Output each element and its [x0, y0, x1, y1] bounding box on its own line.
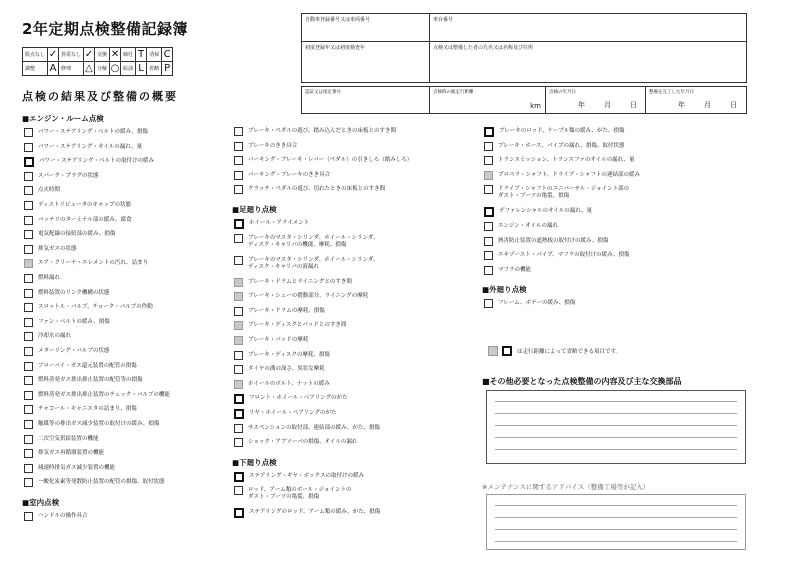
checkbox[interactable]	[24, 362, 33, 371]
date-month: 月	[604, 101, 611, 109]
checklist-item[interactable]	[24, 201, 131, 210]
checklist-item-label: エア・クリーナ・エレメントの汚れ、詰まり	[38, 260, 149, 267]
checklist-item[interactable]	[24, 512, 88, 521]
checklist-item-label: ステアリング・ギヤ・ボックスの取付けの緩み	[249, 472, 365, 479]
checklist-item[interactable]	[24, 303, 153, 312]
checklist-item[interactable]	[24, 362, 137, 371]
chassis-cell[interactable]	[430, 14, 746, 42]
checkbox[interactable]	[484, 185, 493, 194]
legend-symbol: T	[136, 48, 147, 62]
checklist-item-label: 触媒等の排出ガス減少装置の取付けの緩み、損傷	[38, 421, 160, 427]
checklist-item[interactable]	[24, 478, 165, 487]
checklist-item[interactable]	[234, 472, 364, 482]
checklist-item-label: パーキング・ブレーキのきき具合	[248, 171, 331, 178]
checklist-item[interactable]	[24, 157, 154, 167]
checkbox[interactable]	[24, 512, 33, 521]
checkbox[interactable]	[24, 245, 33, 254]
checklist-item-label: ロッド、アーム類のボール・ジョイントの ダスト・ブーツの亀裂、損傷	[248, 487, 352, 501]
checklist-item[interactable]	[234, 351, 330, 360]
checkbox[interactable]	[24, 478, 33, 487]
checklist-item-label: 排気ガス再循環装置の機能	[38, 450, 105, 457]
checklist-item-label: 排気ガスの状態	[38, 245, 77, 252]
checkbox[interactable]	[234, 438, 243, 447]
checklist-item-label: タイヤの溝の深さ、異状な摩耗	[248, 366, 325, 373]
checkbox[interactable]	[234, 336, 243, 345]
checklist-item-label: ディストリビュータのキャップの状態	[38, 202, 132, 208]
checklist-item[interactable]	[24, 289, 109, 298]
checklist-item-label: 点火時期	[38, 187, 61, 194]
checklist-item-label: ブレーキ・シューの摺動部分、ライニングの摩耗	[248, 293, 369, 300]
checklist-item-label: ブレーキ・ドラムとライニングとのすき間	[248, 278, 352, 285]
checklist-item[interactable]	[24, 186, 60, 195]
checkbox[interactable]	[234, 171, 243, 180]
checklist-item-label: エンジン・オイルの漏れ	[498, 223, 558, 229]
legend-symbol: ○	[110, 63, 120, 74]
category-heading: ■足廻り点検	[232, 205, 277, 214]
checklist-item-label: ブローバイ・ガス還元装置の配管の損傷	[38, 362, 137, 369]
checkbox[interactable]	[234, 256, 243, 265]
legend-label: 修理	[59, 62, 84, 76]
legend-label: 脱点なし	[23, 48, 48, 62]
checkbox[interactable]	[484, 171, 493, 180]
checkbox[interactable]	[484, 266, 493, 275]
checklist-item-label: 電気配線の接続部の緩み、損傷	[38, 231, 116, 238]
checklist-item-label: 燃料漏れ	[38, 275, 61, 281]
completion-date-label: 整備を完了した年月日	[649, 90, 694, 95]
checkbox[interactable]	[24, 303, 33, 312]
checklist-item[interactable]	[484, 142, 624, 151]
category-heading: ■室内点検	[22, 498, 60, 507]
legend-label: 締付	[121, 48, 136, 62]
checkbox[interactable]	[24, 464, 33, 473]
checkbox[interactable]	[234, 486, 243, 495]
checklist-item-label: マフラの機能	[498, 266, 532, 273]
checklist-item[interactable]	[24, 259, 148, 268]
parts-notes-area[interactable]	[486, 390, 746, 464]
checklist-item[interactable]	[484, 251, 629, 260]
legend-symbol: ✓	[84, 49, 94, 60]
checkbox[interactable]	[484, 127, 494, 137]
checklist-item-label: 一酸化炭素等発散防止装置の配管の損傷、取付状態	[38, 479, 165, 486]
legend-symbol: L	[136, 62, 147, 76]
cert-number-label: 認証又は指定番号	[305, 90, 341, 95]
checkbox[interactable]	[234, 278, 243, 287]
checklist-item[interactable]	[234, 185, 385, 194]
checklist-item-label: フロント・ホイール・ベアリングのがた	[249, 395, 348, 402]
category-heading: ■外廻り点検	[482, 285, 527, 295]
legend-label: 省略	[147, 62, 162, 76]
checklist-item[interactable]	[484, 266, 531, 275]
checklist-item[interactable]	[234, 365, 325, 374]
checklist-item[interactable]	[234, 292, 368, 301]
date-year: 年	[678, 101, 685, 109]
vehicle-info-box	[301, 13, 747, 83]
checklist-item[interactable]	[24, 230, 115, 239]
checklist-item-label: パワー・ステアリング・ベルトの取付けの緩み	[39, 158, 155, 165]
inspection-date-label: 点検の年月日	[549, 90, 576, 95]
checklist-item[interactable]	[24, 464, 115, 473]
checkbox[interactable]	[484, 299, 493, 308]
checkbox[interactable]	[24, 143, 33, 152]
checkbox[interactable]	[234, 351, 243, 360]
checklist-item[interactable]	[234, 127, 396, 136]
checklist-item[interactable]	[234, 508, 380, 518]
registration-label: 自動車登録番号又は車両番号	[305, 17, 371, 23]
checkbox[interactable]	[24, 289, 33, 298]
checklist-item-label: ホイールのボルト、ナットの緩み	[248, 380, 330, 387]
checklist-item[interactable]	[24, 332, 71, 341]
checkbox[interactable]	[24, 435, 33, 444]
checkbox[interactable]	[24, 186, 33, 195]
checkbox[interactable]	[24, 230, 33, 239]
checklist-item-label: ブレーキ・ディスクとパッドとのすき間	[248, 322, 347, 329]
checklist-item[interactable]	[234, 219, 309, 229]
checkbox[interactable]	[484, 251, 493, 260]
checklist-item-label: プロペラ・シャフト、ドライブ・シャフトの連結部の緩み	[498, 171, 640, 178]
legend-symbol: △	[85, 63, 93, 74]
legend-label: 給油	[121, 62, 136, 76]
checklist-item-label: 燃料装置のリンク機構の状態	[38, 289, 110, 296]
section-title: 点検の結果及び整備の概要	[22, 90, 178, 103]
checklist-item[interactable]	[24, 216, 132, 225]
checklist-item[interactable]	[24, 143, 142, 152]
inspector-cell[interactable]	[430, 42, 746, 82]
checklist-item-label: ブレーキ・ドラムの摩耗、損傷	[248, 307, 325, 314]
checklist-item-label: パワー・ステアリング・オイルの漏れ、量	[38, 143, 143, 150]
legend-symbol: P	[162, 62, 173, 76]
checkbox[interactable]	[24, 216, 33, 225]
completion-date-cell[interactable]	[646, 87, 746, 113]
checklist-item-label: リヤ・ホイール・ベアリングのがた	[249, 410, 337, 416]
advice-notes-area[interactable]	[486, 494, 746, 550]
checkbox[interactable]	[234, 156, 243, 165]
checkbox[interactable]	[234, 321, 243, 330]
checkbox[interactable]	[24, 391, 33, 400]
checkbox[interactable]	[234, 472, 244, 482]
checklist-item[interactable]	[484, 207, 592, 217]
cert-number-cell[interactable]	[302, 87, 430, 113]
checkbox[interactable]	[234, 508, 244, 518]
date-year: 年	[578, 101, 585, 109]
checklist-item[interactable]	[24, 245, 77, 254]
checklist-item-label: 燃料蒸発ガス排出抑止装置のチェック・バルブの機能	[38, 391, 170, 398]
checklist-item-label: ブレーキ・ホース、パイプの漏れ、損傷、取付状態	[498, 142, 625, 149]
checklist-item[interactable]	[24, 318, 110, 327]
legend-symbol: ✓	[48, 49, 58, 60]
gray-checkbox-sample	[488, 346, 498, 356]
checklist-item-label: ファン・ベルトの緩み、損傷	[38, 318, 110, 325]
checklist-item[interactable]	[234, 394, 348, 404]
checklist-item[interactable]	[234, 336, 308, 345]
checklist-item-label: ブレーキのマスタ・シリンダ、ホイール・シリンダ、 ディスク・キャリパの機能、摩耗、損傷	[248, 234, 379, 248]
checklist-item[interactable]	[24, 128, 148, 137]
checklist-item-label: ホイール・アライメント	[249, 220, 310, 226]
checkbox[interactable]	[24, 332, 33, 341]
inspector-label: 点検又は整備した者の氏名又は名称及び住所	[433, 45, 534, 51]
legend-table	[22, 47, 173, 76]
checkbox[interactable]	[24, 157, 34, 167]
checklist-item[interactable]	[24, 347, 109, 356]
checkbox[interactable]	[234, 424, 243, 433]
checklist-item-label: ショック・アブソーバの損傷、オイルの漏れ	[248, 439, 358, 446]
category-heading: ■下廻り点検	[232, 457, 277, 467]
first-registration-cell[interactable]	[302, 42, 430, 82]
checklist-item-label: エキゾースト・パイプ、マフラの取付けの緩み、損傷	[498, 252, 630, 259]
checkbox[interactable]	[24, 376, 33, 385]
checkbox[interactable]	[234, 394, 244, 404]
checklist-item[interactable]	[234, 307, 325, 316]
checkbox[interactable]	[24, 172, 33, 181]
checkbox[interactable]	[24, 449, 33, 458]
checkbox[interactable]	[484, 237, 493, 246]
checklist-item[interactable]	[484, 156, 634, 165]
checkbox[interactable]	[24, 347, 33, 356]
checklist-item[interactable]	[24, 172, 99, 181]
checkbox[interactable]	[234, 219, 244, 229]
checkbox[interactable]	[234, 292, 243, 301]
checklist-item-label: ステアリングのロッド、アーム類の緩み、がた、損傷	[249, 509, 381, 516]
checklist-item[interactable]	[234, 321, 346, 330]
checkbox[interactable]	[24, 128, 33, 137]
checklist-item-label: パーキング・ブレーキ・レバー（ペダル）の引きしろ（踏みしろ）	[248, 157, 413, 164]
checklist-item-label: スパーク・プラグの状態	[38, 172, 99, 179]
checklist-item-label: 減速時排気ガス減少装置の機能	[38, 464, 116, 471]
checkbox[interactable]	[234, 142, 243, 151]
checkbox[interactable]	[234, 409, 244, 419]
checklist-item-label: パワー・ステアリング・ベルトの緩み、損傷	[38, 129, 148, 135]
legend-label: 異常なし	[59, 48, 84, 62]
checklist-item[interactable]	[234, 142, 297, 151]
checklist-item-label: ドライブ・シャフトのユニバーサル・ジョイント部の ダスト・ブーツの亀裂、損傷	[498, 186, 630, 200]
checklist-item-label: 燃料蒸発ガス排出抑止装置の配管等の損傷	[38, 377, 143, 384]
mileage-cell[interactable]	[430, 87, 546, 113]
checkbox[interactable]	[484, 156, 493, 165]
checklist-item-label: 熱害防止装置の遮熱板の取付けの緩み、損傷	[498, 237, 609, 244]
legend-label: 清掃	[147, 48, 162, 62]
checkbox[interactable]	[24, 274, 33, 283]
checklist-item[interactable]	[234, 234, 379, 249]
checklist-item[interactable]	[234, 380, 330, 389]
checklist-item-label: バッテリのターミナル部の緩み、腐食	[38, 216, 132, 223]
checklist-item[interactable]	[24, 405, 137, 414]
checklist-item[interactable]	[484, 171, 640, 180]
checklist-item[interactable]	[24, 391, 170, 400]
legend-label: 交換	[95, 48, 110, 62]
checklist-item[interactable]	[234, 171, 330, 180]
inspection-details-box	[301, 86, 747, 114]
category-heading: ■エンジン・ルーム点検	[22, 114, 104, 123]
checklist-item-label: ブレーキ・パッドの摩耗	[248, 337, 309, 343]
advice-title: ※メンテナンスに関するアドバイス（整備工場等が記入）	[482, 483, 650, 491]
legend-label: 分解	[95, 62, 110, 76]
date-day: 日	[630, 101, 637, 109]
checklist-item[interactable]	[24, 376, 143, 385]
legend-symbol: A	[48, 62, 59, 76]
checkbox[interactable]	[24, 318, 33, 327]
checklist-item-label: チャコール・キャニスタの詰まり、損傷	[38, 406, 137, 413]
checkbox[interactable]	[484, 207, 494, 217]
checkbox[interactable]	[24, 420, 33, 429]
checkbox[interactable]	[234, 127, 243, 136]
date-month: 月	[704, 101, 711, 109]
first-registration-label: 初度登録年又は初度検査年	[305, 45, 366, 51]
checklist-item[interactable]	[234, 156, 412, 165]
mileage-note	[488, 346, 621, 356]
checkbox[interactable]	[24, 405, 33, 414]
checklist-item[interactable]	[24, 449, 104, 458]
checklist-item-label: メターリング・バルブの状態	[38, 348, 110, 354]
checklist-item[interactable]	[234, 256, 379, 271]
checklist-item-label: ブレーキ・ディスクの摩耗、損傷	[248, 351, 330, 358]
legend-label: 調整	[23, 62, 48, 76]
checklist-item[interactable]	[234, 278, 352, 287]
checklist-item[interactable]	[24, 435, 99, 444]
checklist-item-label: スロットル・バルブ、チョーク・バルブの作動	[38, 304, 153, 311]
checklist-item-label: 二次空気供給装置の機能	[38, 435, 99, 442]
checkbox[interactable]	[484, 142, 493, 151]
checkbox[interactable]	[234, 307, 243, 316]
checklist-item[interactable]	[234, 438, 357, 447]
checklist-item-label: ブレーキのロッド、ケーブル類の緩み、がた、損傷	[499, 128, 625, 134]
chassis-label: 車台番号	[433, 17, 454, 23]
checklist-item[interactable]	[24, 420, 159, 429]
checklist-item-label: サスペンションの取付部、連結部の緩み、がた、損傷	[248, 424, 380, 431]
checklist-item[interactable]	[484, 222, 558, 231]
checklist-item[interactable]	[484, 185, 629, 200]
checkbox[interactable]	[24, 201, 33, 210]
checklist-item-label: ブレーキのきき具合	[248, 142, 298, 149]
checkbox[interactable]	[234, 380, 243, 389]
registration-cell[interactable]	[302, 14, 430, 42]
parts-title: ■その他必要となった点検整備の内容及び主な交換部品	[482, 377, 682, 386]
inspection-date-cell[interactable]	[546, 87, 646, 113]
checklist-item-label: クラッチ・ペダルの遊び、切れたときの床板とのすき間	[248, 186, 386, 193]
mileage-note-text: は走行距離によって省略できる項目です。	[517, 349, 622, 355]
checkbox[interactable]	[484, 222, 493, 231]
checklist-item-label: ブレーキのマスタ・シリンダ、ホイール・シリンダ、 ディスク・キャリパの液漏れ	[248, 256, 379, 270]
checklist-item-label: デファレンシャルのオイルの漏れ、量	[499, 208, 593, 215]
date-day: 日	[730, 101, 737, 109]
page-title: 2年定期点検整備記録簿	[22, 20, 188, 38]
checkbox[interactable]	[24, 259, 33, 268]
checklist-item-label: フレーム、ボデーの緩み、損傷	[498, 300, 576, 307]
mileage-label: 点検時の総走行距離	[433, 90, 474, 95]
checkbox[interactable]	[234, 365, 243, 374]
checkbox[interactable]	[234, 185, 243, 194]
checklist-item[interactable]	[484, 237, 608, 246]
legend-symbol: ✕	[110, 49, 120, 60]
checklist-item[interactable]	[234, 424, 380, 433]
checklist-item[interactable]	[234, 486, 352, 501]
checklist-item-label: 冷却水の漏れ	[38, 333, 72, 340]
checklist-item[interactable]	[234, 409, 336, 419]
checklist-item-label: ハンドルの操作具合	[38, 513, 88, 519]
checklist-item-label: ブレーキ・ペダルの遊び、踏み込んだときの床板とのすき間	[248, 128, 397, 134]
legend-symbol: C	[162, 48, 173, 62]
thick-checkbox-sample	[502, 346, 512, 356]
checklist-item-label: トランスミッション、トランスファのオイルの漏れ、量	[498, 157, 635, 164]
checklist-item[interactable]	[24, 274, 60, 283]
checklist-item[interactable]	[484, 127, 625, 137]
checklist-item[interactable]	[484, 299, 575, 308]
km-unit: km	[530, 102, 541, 110]
checkbox[interactable]	[234, 234, 243, 243]
